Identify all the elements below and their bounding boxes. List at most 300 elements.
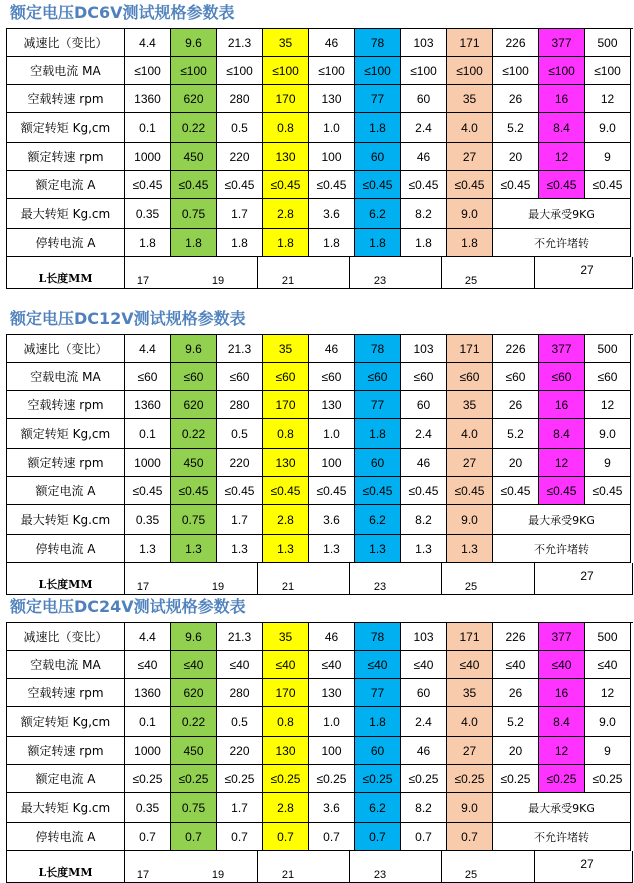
table-cell: ≤0.45: [493, 171, 539, 199]
length-divider: [349, 257, 350, 288]
table-cell: 1.8: [263, 229, 309, 257]
table-cell: ≤0.25: [355, 765, 401, 793]
table-cell: 171: [447, 623, 493, 651]
table-cell: 35: [447, 85, 493, 113]
table-cell: 1.0: [309, 113, 355, 143]
table-cell: 26: [493, 679, 539, 707]
table-cell: 226: [493, 29, 539, 57]
table-cell: 130: [309, 679, 355, 707]
table-cell: 8.2: [401, 199, 447, 229]
table-cell: 46: [401, 449, 447, 477]
table-cell: 4.0: [447, 113, 493, 143]
table-cell: ≤0.45: [539, 171, 585, 199]
table-cell: 170: [263, 679, 309, 707]
table-cell: 450: [171, 737, 217, 765]
table-row: [7, 679, 633, 707]
table-cell: ≤40: [171, 651, 217, 679]
table-cell: ≤60: [125, 363, 171, 391]
table-cell: 450: [171, 449, 217, 477]
length-row: [7, 851, 633, 883]
table-cell: ≤0.25: [125, 765, 171, 793]
table-cell: ≤100: [171, 57, 217, 85]
table-cell: 170: [263, 85, 309, 113]
table-cell: 3.6: [309, 505, 355, 535]
table-cell: ≤100: [217, 57, 263, 85]
table-cell: 78: [355, 623, 401, 651]
row-label: 空载电流 MA: [7, 651, 125, 679]
table-row: [7, 171, 633, 199]
table-cell: 1.3: [171, 535, 217, 563]
table-cell: ≤0.45: [309, 171, 355, 199]
table-cell: 46: [309, 335, 355, 363]
table-cell: ≤100: [125, 57, 171, 85]
table-cell: 1.8: [355, 707, 401, 737]
table-cell: 2.8: [263, 793, 309, 823]
table-cell: ≤0.25: [171, 765, 217, 793]
table-cell: 35: [263, 29, 309, 57]
table-cell: 1.3: [401, 535, 447, 563]
table-cell: 1000: [125, 449, 171, 477]
table-cell: ≤0.45: [355, 477, 401, 505]
table-cell: ≤0.45: [585, 477, 631, 505]
table-cell: 6.2: [355, 505, 401, 535]
table-cell: ≤0.25: [493, 765, 539, 793]
table-row: [7, 707, 633, 737]
table-cell: 0.1: [125, 113, 171, 143]
row-label: 最大转矩 Kg.cm: [7, 505, 125, 535]
table-cell: 77: [355, 391, 401, 419]
table-cell: 1000: [125, 143, 171, 171]
table-cell: ≤0.45: [217, 477, 263, 505]
table-cell: 620: [171, 85, 217, 113]
table-cell: 12: [585, 679, 631, 707]
table-cell: 2.8: [263, 505, 309, 535]
table-cell: 1.7: [217, 199, 263, 229]
table-cell: ≤0.45: [171, 171, 217, 199]
table-cell: 35: [447, 679, 493, 707]
table-cell: ≤0.45: [125, 477, 171, 505]
table-cell: ≤60: [217, 363, 263, 391]
table-cell: 377: [539, 335, 585, 363]
table-cell: 35: [263, 623, 309, 651]
table-cell: 9: [585, 449, 631, 477]
table-cell: 226: [493, 335, 539, 363]
table-cell: 20: [493, 143, 539, 171]
length-value: 19: [211, 581, 225, 593]
length-value: 21: [281, 275, 295, 287]
table-cell: 500: [585, 335, 631, 363]
length-divider: [257, 851, 258, 882]
table-row: [7, 477, 633, 505]
row-label: 额定转矩 Kg,cm: [7, 419, 125, 449]
table-cell: 2.4: [401, 707, 447, 737]
row-label: 空载电流 MA: [7, 57, 125, 85]
length-divider: [349, 851, 350, 882]
table-row: [7, 229, 633, 257]
table-cell: 12: [585, 391, 631, 419]
table-cell: ≤100: [401, 57, 447, 85]
row-label: 减速比（变比）: [7, 335, 125, 363]
length-divider: [441, 851, 442, 882]
table-row: [7, 793, 633, 823]
length-value: 23: [373, 275, 387, 287]
length-value: 17: [136, 275, 150, 287]
table-cell: 5.2: [493, 419, 539, 449]
table-cell: 0.7: [447, 823, 493, 851]
table-cell: ≤100: [447, 57, 493, 85]
row-label: 额定转速 rpm: [7, 449, 125, 477]
row-label: 空载转速 rpm: [7, 85, 125, 113]
table-cell: ≤40: [355, 651, 401, 679]
table-cell: 1.7: [217, 505, 263, 535]
table-cell: ≤40: [217, 651, 263, 679]
table-cell: ≤0.45: [217, 171, 263, 199]
length-value: 21: [281, 581, 295, 593]
table-cell: 46: [401, 143, 447, 171]
table-row: [7, 57, 633, 85]
table-cell: 280: [217, 85, 263, 113]
table-cell: ≤100: [585, 57, 631, 85]
table-cell: 0.75: [171, 505, 217, 535]
row-label: 最大转矩 Kg.cm: [7, 199, 125, 229]
merged-note: 不允许堵转: [493, 229, 631, 257]
table-row: [7, 737, 633, 765]
table-cell: 620: [171, 391, 217, 419]
table-cell: ≤60: [171, 363, 217, 391]
table-cell: 9.6: [171, 623, 217, 651]
table-cell: 1.8: [355, 113, 401, 143]
table-cell: 1.8: [447, 229, 493, 257]
table-cell: 450: [171, 143, 217, 171]
table-cell: 0.75: [171, 793, 217, 823]
table-cell: 0.5: [217, 113, 263, 143]
table-cell: 170: [263, 391, 309, 419]
length-value: 23: [373, 581, 387, 593]
table-row: [7, 505, 633, 535]
table-cell: 12: [539, 737, 585, 765]
table-cell: 130: [263, 737, 309, 765]
table-cell: ≤40: [493, 651, 539, 679]
table-cell: ≤0.45: [493, 477, 539, 505]
length-value-last: 27: [580, 263, 594, 277]
table-cell: 27: [447, 449, 493, 477]
table-cell: 0.75: [171, 199, 217, 229]
table-row: [7, 29, 633, 57]
table-cell: 0.22: [171, 113, 217, 143]
table-row: [7, 199, 633, 229]
length-divider: [441, 563, 442, 594]
table-cell: 377: [539, 29, 585, 57]
table-cell: 21.3: [217, 623, 263, 651]
table-cell: ≤0.45: [447, 171, 493, 199]
spec-table: [6, 334, 633, 595]
table-cell: 1.8: [171, 229, 217, 257]
table-cell: 78: [355, 29, 401, 57]
table-cell: 0.7: [125, 823, 171, 851]
table-cell: 130: [263, 143, 309, 171]
table-cell: ≤60: [263, 363, 309, 391]
table-cell: ≤0.45: [585, 171, 631, 199]
table-cell: ≤40: [309, 651, 355, 679]
length-divider: [257, 257, 258, 288]
table-cell: 9.0: [585, 419, 631, 449]
table-cell: 21.3: [217, 29, 263, 57]
table-cell: 1.0: [309, 707, 355, 737]
table-cell: ≤0.25: [447, 765, 493, 793]
table-cell: 1360: [125, 85, 171, 113]
table-row: [7, 113, 633, 143]
table-cell: 12: [539, 449, 585, 477]
table-cell: 9.0: [447, 199, 493, 229]
row-label: 空载电流 MA: [7, 363, 125, 391]
table-cell: 9.6: [171, 29, 217, 57]
length-value: 25: [464, 275, 478, 287]
table-row: [7, 651, 633, 679]
table-cell: 6.2: [355, 199, 401, 229]
table-row: [7, 623, 633, 651]
table-cell: 77: [355, 679, 401, 707]
row-label: 减速比（变比）: [7, 623, 125, 651]
length-value: 19: [211, 869, 225, 881]
table-cell: ≤0.25: [263, 765, 309, 793]
table-cell: 226: [493, 623, 539, 651]
table-cell: 0.1: [125, 707, 171, 737]
table-cell: ≤0.25: [539, 765, 585, 793]
table-cell: 280: [217, 679, 263, 707]
merged-note: 最大承受9KG: [493, 793, 631, 823]
table-cell: 5.2: [493, 707, 539, 737]
table-cell: 46: [401, 737, 447, 765]
table-cell: 1.8: [355, 419, 401, 449]
table-cell: ≤0.45: [401, 477, 447, 505]
table-cell: 1.3: [309, 535, 355, 563]
table-cell: 16: [539, 679, 585, 707]
table-cell: 1.3: [217, 535, 263, 563]
table-cell: ≤100: [493, 57, 539, 85]
table-cell: 1360: [125, 391, 171, 419]
table-cell: 16: [539, 391, 585, 419]
table-cell: 1360: [125, 679, 171, 707]
table-cell: ≤0.25: [585, 765, 631, 793]
table-cell: 9: [585, 737, 631, 765]
table-cell: ≤60: [401, 363, 447, 391]
table-cell: 4.4: [125, 623, 171, 651]
length-divider: [257, 563, 258, 594]
table-cell: ≤40: [125, 651, 171, 679]
table-cell: 60: [401, 679, 447, 707]
length-value-last: 27: [580, 569, 594, 583]
table-cell: ≤0.45: [401, 171, 447, 199]
table-cell: 8.4: [539, 419, 585, 449]
table-cell: 1.7: [217, 793, 263, 823]
length-value-last: 27: [580, 857, 594, 871]
table-cell: 1.8: [355, 229, 401, 257]
length-row: [7, 563, 633, 595]
table-cell: 9.0: [585, 707, 631, 737]
table-cell: 130: [309, 85, 355, 113]
length-value: 17: [136, 581, 150, 593]
row-label: 额定转矩 Kg,cm: [7, 707, 125, 737]
table-cell: 100: [309, 143, 355, 171]
table-cell: ≤100: [309, 57, 355, 85]
row-label: 空载转速 rpm: [7, 391, 125, 419]
length-value: 25: [464, 581, 478, 593]
table-cell: ≤0.25: [217, 765, 263, 793]
table-cell: ≤0.45: [125, 171, 171, 199]
merged-note: 最大承受9KG: [493, 199, 631, 229]
table-cell: 220: [217, 449, 263, 477]
table-cell: ≤40: [447, 651, 493, 679]
table-cell: 9.6: [171, 335, 217, 363]
table-cell: 0.1: [125, 419, 171, 449]
table-cell: 9.0: [585, 113, 631, 143]
table-cell: 2.4: [401, 419, 447, 449]
table-cell: 130: [263, 449, 309, 477]
table-cell: 0.22: [171, 707, 217, 737]
spec-table: [6, 28, 633, 289]
section-title: 额定电压DC12V测试规格参数表: [10, 309, 246, 328]
table-cell: 12: [539, 143, 585, 171]
length-label: L长度MM: [7, 851, 125, 882]
row-label: 额定电流 A: [7, 171, 125, 199]
table-cell: ≤60: [355, 363, 401, 391]
table-cell: 20: [493, 737, 539, 765]
length-divider: [534, 257, 535, 288]
length-value: 19: [211, 275, 225, 287]
table-cell: 60: [401, 391, 447, 419]
table-row: [7, 85, 633, 113]
table-cell: 0.5: [217, 419, 263, 449]
length-divider: [534, 563, 535, 594]
row-label: 停转电流 A: [7, 229, 125, 257]
table-cell: 1.8: [309, 229, 355, 257]
table-cell: 1.8: [401, 229, 447, 257]
table-cell: 8.2: [401, 505, 447, 535]
length-value: 25: [464, 869, 478, 881]
table-row: [7, 823, 633, 851]
table-row: [7, 143, 633, 171]
length-divider: [441, 257, 442, 288]
table-cell: 60: [401, 85, 447, 113]
merged-note: 不允许堵转: [493, 823, 631, 851]
table-cell: ≤40: [585, 651, 631, 679]
table-cell: 1.8: [217, 229, 263, 257]
section-title: 额定电压DC6V测试规格参数表: [10, 3, 235, 22]
table-cell: ≤0.45: [309, 477, 355, 505]
table-cell: 4.4: [125, 29, 171, 57]
table-cell: 77: [355, 85, 401, 113]
table-cell: 0.35: [125, 505, 171, 535]
table-cell: 0.7: [263, 823, 309, 851]
table-cell: 0.8: [263, 113, 309, 143]
table-cell: 130: [309, 391, 355, 419]
length-label: L长度MM: [7, 257, 125, 288]
table-cell: 8.4: [539, 707, 585, 737]
table-cell: 6.2: [355, 793, 401, 823]
table-cell: ≤60: [539, 363, 585, 391]
table-cell: 27: [447, 737, 493, 765]
table-cell: 100: [309, 737, 355, 765]
table-cell: 9.0: [447, 793, 493, 823]
row-label: 额定电流 A: [7, 477, 125, 505]
table-cell: 0.8: [263, 419, 309, 449]
row-label: 额定转速 rpm: [7, 737, 125, 765]
table-cell: 0.7: [217, 823, 263, 851]
row-label: 停转电流 A: [7, 823, 125, 851]
table-cell: 1.0: [309, 419, 355, 449]
table-cell: 21.3: [217, 335, 263, 363]
row-label: 停转电流 A: [7, 535, 125, 563]
table-cell: 4.4: [125, 335, 171, 363]
table-cell: 1.8: [125, 229, 171, 257]
table-cell: 0.5: [217, 707, 263, 737]
table-cell: 0.7: [355, 823, 401, 851]
table-cell: 2.8: [263, 199, 309, 229]
table-cell: 1.3: [355, 535, 401, 563]
table-cell: 5.2: [493, 113, 539, 143]
table-cell: 171: [447, 29, 493, 57]
length-divider: [349, 563, 350, 594]
row-label: 额定转矩 Kg,cm: [7, 113, 125, 143]
table-row: [7, 419, 633, 449]
table-cell: 60: [355, 737, 401, 765]
table-cell: ≤0.25: [401, 765, 447, 793]
table-cell: ≤0.45: [539, 477, 585, 505]
table-cell: 20: [493, 449, 539, 477]
length-label: L长度MM: [7, 563, 125, 594]
table-row: [7, 363, 633, 391]
table-cell: 0.35: [125, 793, 171, 823]
table-cell: 4.0: [447, 419, 493, 449]
table-cell: 0.7: [309, 823, 355, 851]
table-cell: ≤40: [539, 651, 585, 679]
table-cell: 103: [401, 623, 447, 651]
table-cell: 620: [171, 679, 217, 707]
table-cell: ≤60: [585, 363, 631, 391]
table-cell: 0.7: [401, 823, 447, 851]
spec-table: [6, 622, 633, 883]
table-cell: 1.3: [263, 535, 309, 563]
table-cell: 1.3: [447, 535, 493, 563]
table-cell: 9: [585, 143, 631, 171]
table-cell: 2.4: [401, 113, 447, 143]
table-row: [7, 335, 633, 363]
table-cell: 171: [447, 335, 493, 363]
table-row: [7, 449, 633, 477]
table-cell: 0.8: [263, 707, 309, 737]
length-value: 21: [281, 869, 295, 881]
table-cell: 0.22: [171, 419, 217, 449]
merged-note: 最大承受9KG: [493, 505, 631, 535]
table-cell: 8.2: [401, 793, 447, 823]
table-cell: 46: [309, 623, 355, 651]
table-cell: 78: [355, 335, 401, 363]
length-value: 17: [136, 869, 150, 881]
table-cell: 1000: [125, 737, 171, 765]
table-cell: 377: [539, 623, 585, 651]
row-label: 额定转速 rpm: [7, 143, 125, 171]
table-cell: ≤0.45: [263, 171, 309, 199]
table-cell: 3.6: [309, 199, 355, 229]
table-cell: 35: [447, 391, 493, 419]
table-cell: 9.0: [447, 505, 493, 535]
table-cell: ≤0.45: [263, 477, 309, 505]
table-cell: 0.7: [171, 823, 217, 851]
row-label: 减速比（变比）: [7, 29, 125, 57]
table-cell: 8.4: [539, 113, 585, 143]
table-cell: ≤100: [263, 57, 309, 85]
length-divider: [534, 851, 535, 882]
